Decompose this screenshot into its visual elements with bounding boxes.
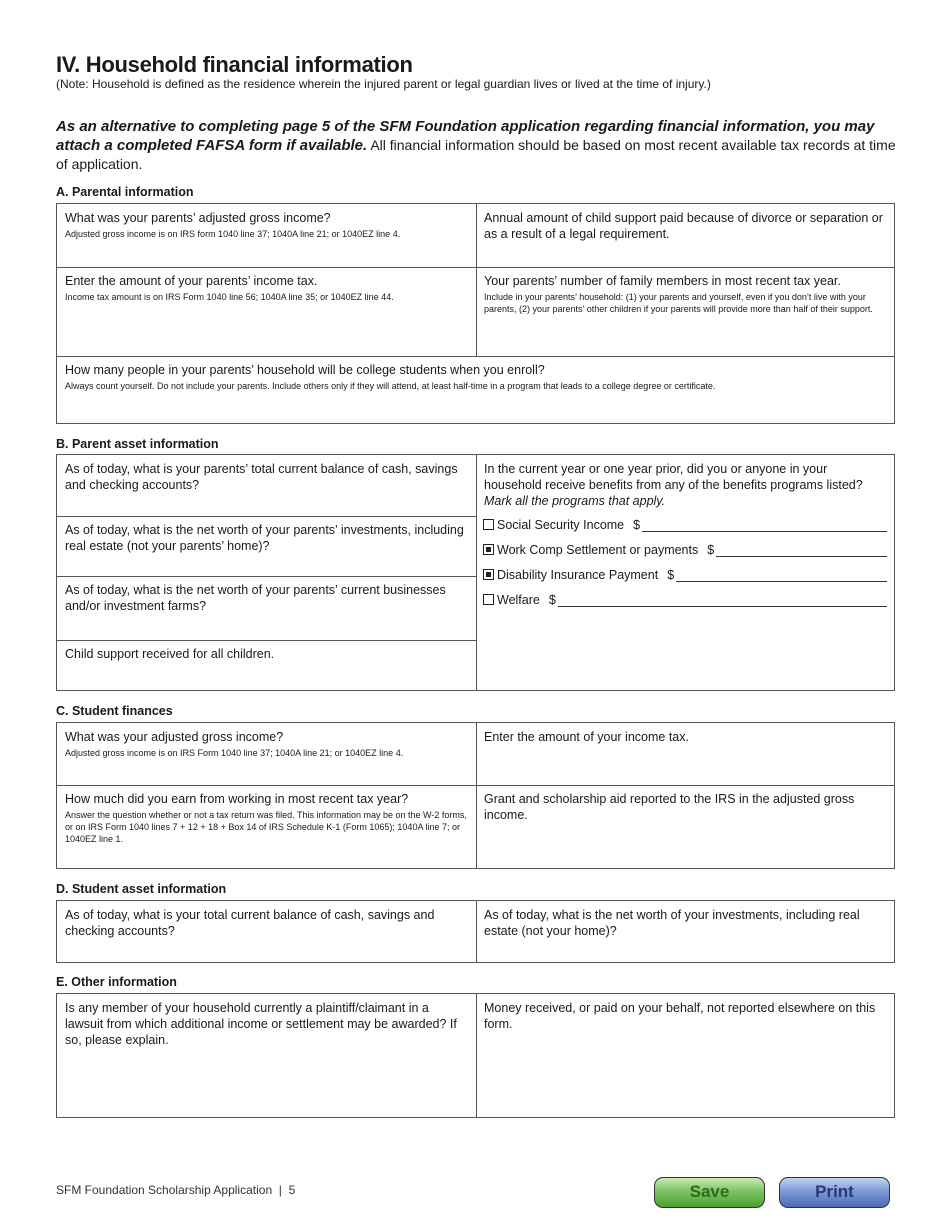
benefit-row-disability [483,564,887,582]
child-support-received-label: Child support received for all children. [65,647,275,661]
student-earnings-label: How much did you earn from working in most recent tax year? [65,792,409,806]
parents-income-tax-label: Enter the amount of your parents’ income tax. [65,274,318,288]
section-e-title: E. Other information [56,975,177,989]
benefits-question-text: In the current year or one year prior, did you or anyone in your household receive benefits from any of the benefits programs listed? [484,462,863,492]
disability-amount-input[interactable] [676,568,887,582]
benefits-question [476,455,894,511]
parents-businesses-label: As of today, what is the net worth of your parents’ current businesses and/or investment farms? [65,583,446,613]
social-security-checkbox[interactable] [483,519,494,530]
benefit-row-social-security [483,514,887,532]
welfare-label: Welfare [497,593,540,607]
print-button[interactable]: Print [779,1177,890,1208]
parents-agi-label: What was your parents’ adjusted gross income? [65,211,331,225]
disability-currency: $ [667,568,675,582]
college-students-note: Always count yourself. Do not include your parents. Include others only if they will attend, at least half-time in a program that leads to a college degree or certificate. [65,381,716,391]
student-investments-label: As of today, what is the net worth of your investments, including real estate (not your home)? [484,908,860,938]
section-d-title: D. Student asset information [56,882,227,896]
work-comp-amount-input[interactable] [716,543,887,557]
student-income-tax-label: Enter the amount of your income tax. [484,730,689,744]
grant-aid-label: Grant and scholarship aid reported to the IRS in the adjusted gross income. [484,792,855,822]
parents-businesses-field[interactable] [57,576,476,640]
lawsuit-label: Is any member of your household currently a plaintiff/claimant in a lawsuit from which additional income or settlement may be awarded? If so, please explain. [65,1001,457,1047]
section-a-box [56,203,895,424]
parents-investments-field[interactable] [57,516,476,576]
student-agi-label: What was your adjusted gross income? [65,730,284,744]
student-earnings-field[interactable] [57,785,476,868]
college-students-field[interactable] [57,356,894,423]
work-comp-checkbox[interactable] [483,544,494,555]
page-title: IV. Household financial information [56,52,413,77]
parents-agi-field[interactable] [57,204,476,267]
social-security-amount-input[interactable] [642,518,887,532]
social-security-label: Social Security Income [497,518,625,532]
student-investments-field[interactable] [476,901,894,962]
grant-aid-field[interactable] [476,785,894,868]
welfare-checkbox[interactable] [483,594,494,605]
section-c-title: C. Student finances [56,704,173,718]
work-comp-currency: $ [707,543,715,557]
family-members-note: Include in your parents’ household: (1) your parents and yourself, even if you don’t live with your parents, (2) your parents’ other children if your parents will provide more than half of their support. [484,292,873,314]
college-students-label: How many people in your parents’ household will be college students when you enroll? [65,363,545,377]
parents-income-tax-field[interactable] [57,267,476,356]
benefit-row-welfare [483,589,887,607]
section-a-title: A. Parental information [56,185,194,199]
parents-agi-note: Adjusted gross income is on IRS form 1040 line 37; 1040A line 21; or 1040EZ line 4. [65,229,401,239]
student-agi-field[interactable] [57,723,476,785]
disability-label: Disability Insurance Payment [497,568,659,582]
intro-normal: All financial information should be based on most recent available tax records at time of application. [56,137,896,172]
footer-text: SFM Foundation Scholarship Application | 5 [56,1183,296,1197]
section-e-box [56,993,895,1118]
student-cash-label: As of today, what is your total current balance of cash, savings and checking accounts? [65,908,435,938]
other-money-label: Money received, or paid on your behalf, not reported elsewhere on this form. [484,1001,876,1031]
welfare-amount-input[interactable] [558,593,887,607]
disability-checkbox[interactable] [483,569,494,580]
parents-cash-label: As of today, what is your parents’ total current balance of cash, savings and checking accounts? [65,462,458,492]
lawsuit-field[interactable] [57,994,476,1117]
parents-investments-label: As of today, what is the net worth of your parents’ investments, including real estate (not your parents’ home)? [65,523,464,553]
child-support-paid-label: Annual amount of child support paid because of divorce or separation or as a result of a legal requirement. [484,211,883,241]
family-members-label: Your parents’ number of family members in most recent tax year. [484,274,841,288]
intro-paragraph [56,117,896,173]
family-members-field[interactable] [476,267,894,356]
save-button[interactable]: Save [654,1177,765,1208]
student-income-tax-field[interactable] [476,723,894,785]
parents-cash-field[interactable] [57,455,476,516]
household-note: (Note: Household is defined as the residence wherein the injured parent or legal guardian lives or lived at the time of injury.) [56,77,711,91]
section-b-title: B. Parent asset information [56,437,219,451]
student-earnings-note: Answer the question whether or not a tax return was filed. This information may be on the W-2 forms, or on IRS Form 1040 lines 7 + 12 + 18 + Box 14 of IRS Schedule K-1 (Form 1065); 1040A line 7; or 1040EZ line 1. [65,810,467,844]
social-security-currency: $ [633,518,641,532]
student-cash-field[interactable] [57,901,476,962]
section-d-box [56,900,895,963]
child-support-paid-field[interactable] [476,204,894,267]
parents-income-tax-note: Income tax amount is on IRS Form 1040 line 56; 1040A line 35; or 1040EZ line 44. [65,292,394,302]
benefit-row-work-comp [483,539,887,557]
benefits-question-italic: Mark all the programs that apply. [484,494,666,508]
other-money-field[interactable] [476,994,894,1117]
work-comp-label: Work Comp Settlement or payments [497,543,699,557]
welfare-currency: $ [548,593,556,607]
child-support-received-field[interactable] [57,640,476,690]
section-c-box [56,722,895,869]
intro-bold: As an alternative to completing page 5 of the SFM Foundation application regarding financial information, you may attach a completed FAFSA form if available. [56,118,875,154]
student-agi-note: Adjusted gross income is on IRS Form 1040 line 37; 1040A line 21; or 1040EZ line 4. [65,748,404,758]
